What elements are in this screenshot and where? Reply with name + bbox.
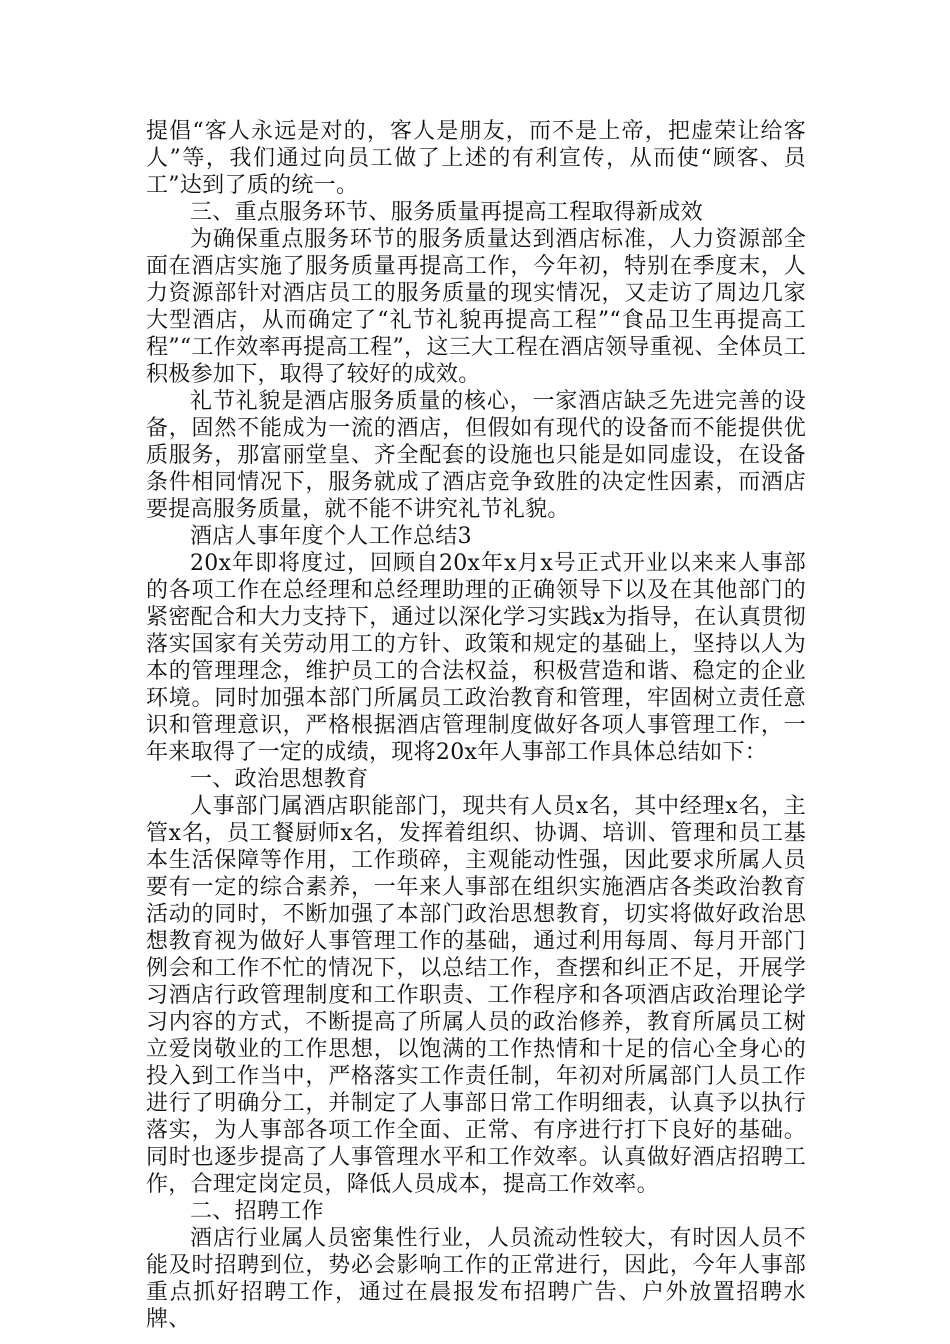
- paragraph-service-quality: 为确保重点服务环节的服务质量达到酒店标准，人力资源部全面在酒店实施了服务质量再提高工作，今年初，特别在季度末，人力资源部针对酒店员工的服务质量的现实情况，又走访了周边几家大型酒店，从而确定了“礼节礼貌再提高工程”“食品卫生再提高工程”“工作效率再提高工程”，这三大工程在酒店领导重视、全体员工积极参加下，取得了较好的成效。: [146, 227, 806, 387]
- document-subtitle: 酒店人事年度个人工作总结3: [190, 524, 472, 549]
- section-heading-recruitment: 二、招聘工作: [190, 1199, 324, 1224]
- section-heading-political-education: 一、政治思想教育: [190, 767, 369, 792]
- document-page: [146, 118, 806, 1333]
- paragraph-political-education: 人事部门属酒店职能部门，现共有人员x名，其中经理x名，主管x名，员工餐厨师x名，发挥着组织、协调、培训、管理和员工基本生活保障等作用，工作琐碎，主观能动性强，因此要求所属人员要有一定的综合素养，一年来人事部在组织实施酒店各类政治教育活动的同时，不断加强了本部门政治思想教育，切实将做好政治思想教育视为做好人事管理工作的基础，通过利用每周、每月开部门例会和工作不忙的情况下，以总结工作，查摆和纠正不足，开展学习酒店行政管理制度和工作职责、工作程序和各项酒店政治理论学习内容的方式，不断提高了所属人员的政治修养，教育所属员工树立爱岗敬业的工作思想，以饱满的工作热情和十足的信心全身心的投入到工作当中，严格落实工作责任制，年初对所属部门人员工作进行了明确分工，并制定了人事部日常工作明细表，认真予以执行落实，为人事部各项工作全面、正常、有序进行打下良好的基础。同时也逐步提高了人事管理水平和工作效率。认真做好酒店招聘工作，合理定岗定员，降低人员成本，提高工作效率。: [146, 794, 806, 1197]
- paragraph-recruitment: 酒店行业属人员密集性行业，人员流动性较大，有时因人员不能及时招聘到位，势必会影响工作的正常进行，因此，今年人事部重点抓好招聘工作，通过在晨报发布招聘广告、户外放置招聘水牌、: [146, 1226, 806, 1332]
- paragraph-annual-review: 20x年即将度过，回顾自20x年x月x号正式开业以来来人事部的各项工作在总经理和总经理助理的正确领导下以及在其他部门的紧密配合和大力支持下，通过以深化学习实践x为指导，在认真贯彻落实国家有关劳动用工的方针、政策和规定的基础上，坚持以人为本的管理理念，维护员工的合法权益，积极营造和谐、稳定的企业环境。同时加强本部门所属员工政治教育和管理，牢固树立责任意识和管理意识，严格根据酒店管理制度做好各项人事管理工作，一年来取得了一定的成绩，现将20x年人事部工作具体总结如下：: [146, 551, 806, 765]
- paragraph-intro-continuation: 提倡“客人永远是对的，客人是朋友，而不是上帝，把虚荣让给客人”等，我们通过向员工做了上述的有利宣传，从而使“顾客、员工”达到了质的统一。: [146, 119, 806, 198]
- section-heading-service-quality: 三、重点服务环节、服务质量再提高工程取得新成效: [190, 200, 703, 225]
- paragraph-etiquette: 礼节礼貌是酒店服务质量的核心，一家酒店缺乏先进完善的设备，固然不能成为一流的酒店，但假如有现代的设备而不能提供优质服务，那富丽堂皇、齐全配套的设施也只能是如同虚设，在设备条件相同情况下，服务就成了酒店竞争致胜的决定性因素，而酒店要提高服务质量，就不能不讲究礼节礼貌。: [146, 389, 806, 522]
